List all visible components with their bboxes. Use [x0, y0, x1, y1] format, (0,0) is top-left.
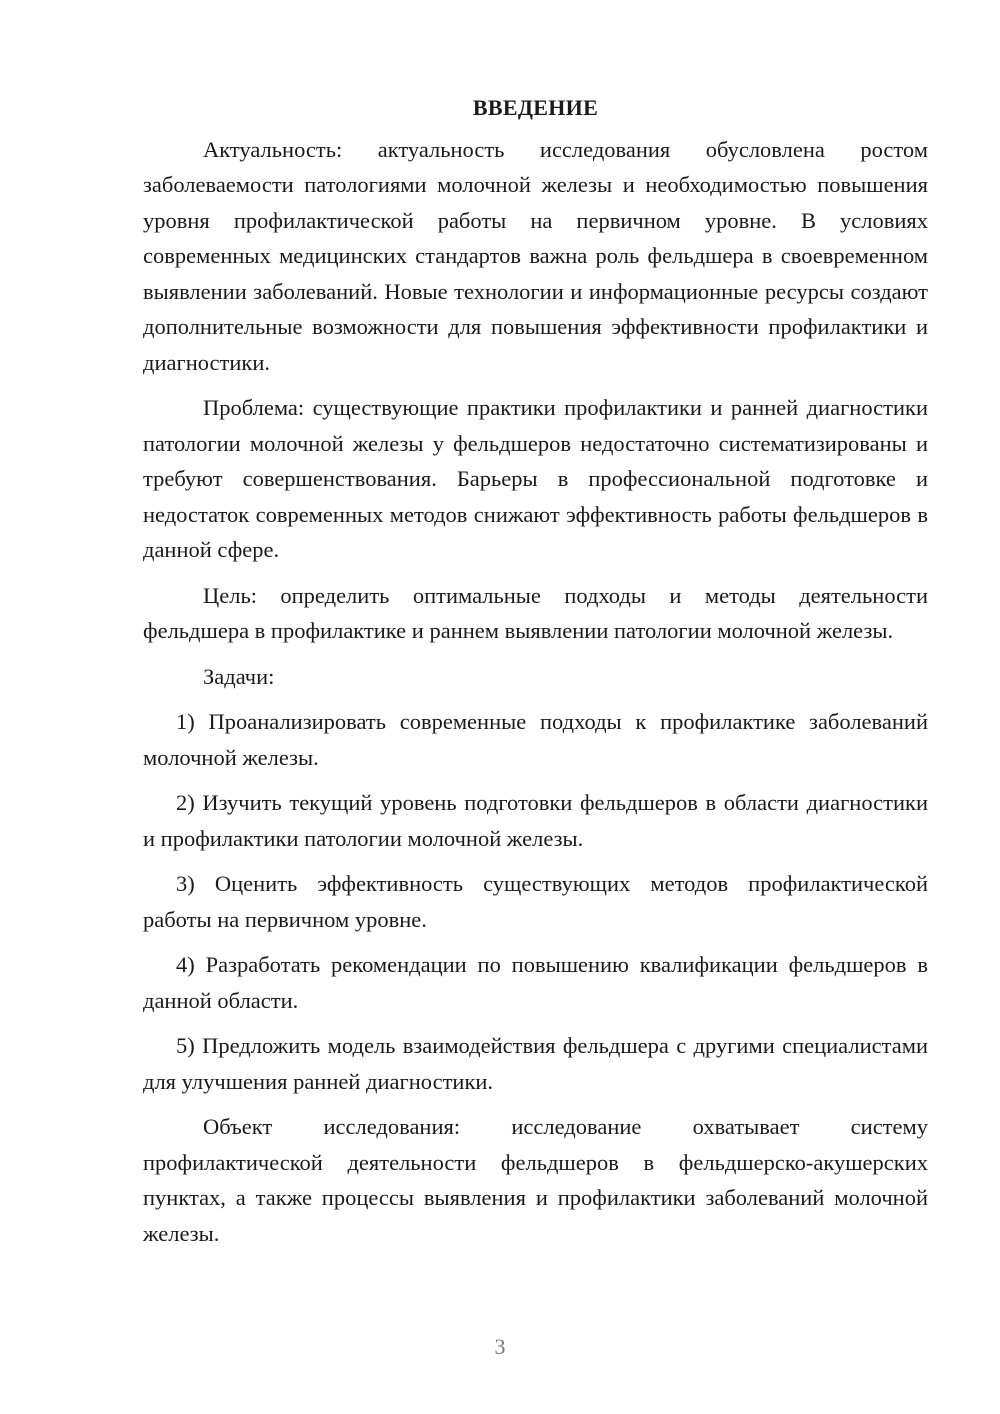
- list-item: 3) Оценить эффективность существующих методов профилактической работы на первичном уровне.: [143, 871, 928, 932]
- page-number: 3: [494, 1334, 506, 1359]
- paragraph-goal: Цель: определить оптимальные подходы и методы деятельности фельдшера в профилактике и раннем выявлении патологии молочной железы.: [143, 582, 928, 643]
- list-item: 2) Изучить текущий уровень подготовки фельдшеров в области диагностики и профилактики патологии молочной железы.: [143, 790, 928, 851]
- list-item: 4) Разработать рекомендации по повышению квалификации фельдшеров в данной области.: [143, 952, 928, 1013]
- page-title: ВВЕДЕНИЕ: [472, 95, 599, 120]
- paragraph-relevance: Актуальность: актуальность исследования обусловлена ростом заболеваемости патологиями молочной железы и необходимостью повышения уровня профилактической работы на первичном уровне. В условиях современных медицинских стандартов важна роль фельдшера в своевременном выявлении заболеваний. Новые технологии и информационные ресурсы создают дополнительные возможности для повышения эффективности профилактики и диагностики.: [143, 136, 928, 375]
- paragraph-object: Объект исследования: исследование охватывает систему профилактической деятельности фельдшеров в фельдшерско-акушерских пунктах, а также процессы выявления и профилактики заболеваний молочной железы.: [143, 1114, 928, 1246]
- document-page: [143, 90, 928, 1261]
- list-item: 1) Проанализировать современные подходы к профилактике заболеваний молочной железы.: [143, 709, 928, 770]
- tasks-list: [143, 704, 928, 1099]
- list-item: 5) Предложить модель взаимодействия фельдшера с другими специалистами для улучшения ранней диагностики.: [143, 1033, 928, 1094]
- paragraph-problem: Проблема: существующие практики профилактики и ранней диагностики патологии молочной железы у фельдшеров недостаточно систематизированы и требуют совершенствования. Барьеры в профессиональной подготовке и недостаток современных методов снижают эффективность работы фельдшеров в данной сфере.: [143, 395, 928, 562]
- tasks-heading: Задачи:: [203, 663, 275, 689]
